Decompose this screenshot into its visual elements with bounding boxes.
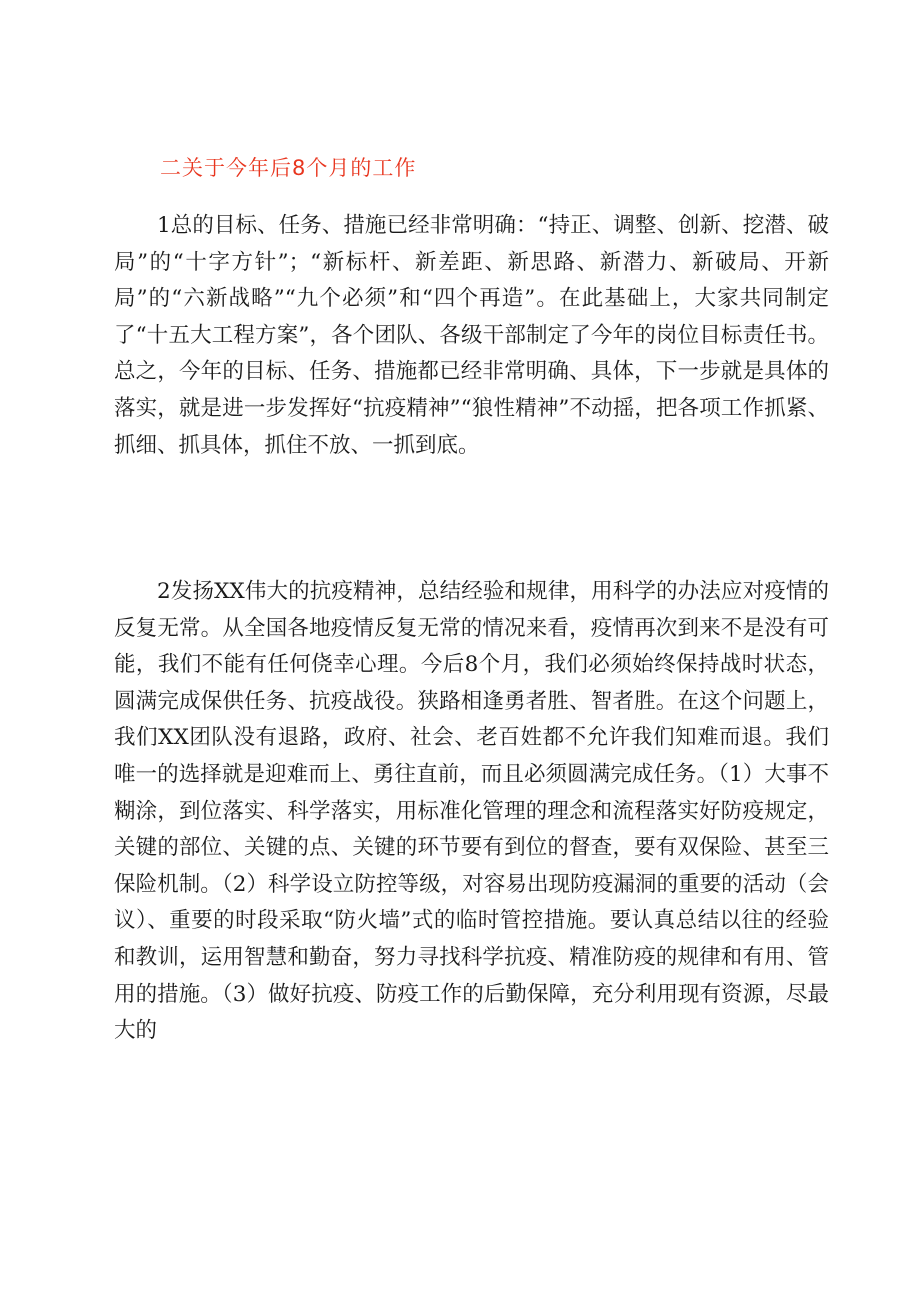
paragraph-epidemic-prevention: 2发扬XX伟大的抗疫精神，总结经验和规律，用科学的办法应对疫情的反复无常。从全国各地疫情反复无常的情况来看，疫情再次到来不是没有可能，我们不能有任何侥幸心理。今后8个月，我们必须始终保持战时状态，圆满完成保供任务、抗疫战役。狭路相逢勇者胜、智者胜。在这个问题上，我们XX团队没有退路，政府、社会、老百姓都不允许我们知难而退。我们唯一的选择就是迎难而上、勇往直前，而且必须圆满完成任务。（1）大事不糊涂，到位落实、科学落实，用标准化管理的理念和流程落实好防疫规定，关键的部位、关键的点、关键的环节要有到位的督查，要有双保险、甚至三保险机制。（2）科学设立防控等级，对容易出现防疫漏洞的重要的活动（会议）、重要的时段采取“防火墙”式的临时管控措施。要认真总结以往的经验和教训，运用智慧和勤奋，努力寻找科学抗疫、精准防疫的规律和有用、管用的措施。（3）做好抗疫、防疫工作的后勤保障，充分利用现有资源，尽最大的 — [114, 579, 829, 1044]
paragraph-goals: 1总的目标、任务、措施已经非常明确：“持正、调整、创新、挖潜、破局”的“十字方针”；“新标杆、新差距、新思路、新潜力、新破局、开新局”的“六新战略”“九个必须”和“四个再造”。在此基础上，大家共同制定了“十五大工程方案”，各个团队、各级干部制定了今年的岗位目标责任书。总之，今年的目标、任务、措施都已经非常明确、具体，下一步就是具体的落实，就是进一步发挥好“抗疫精神”“狼性精神”不动摇，把各项工作抓紧、抓细、抓具体，抓住不放、一抓到底。 — [114, 213, 829, 458]
section-heading: 二关于今年后8个月的工作 — [160, 156, 417, 180]
